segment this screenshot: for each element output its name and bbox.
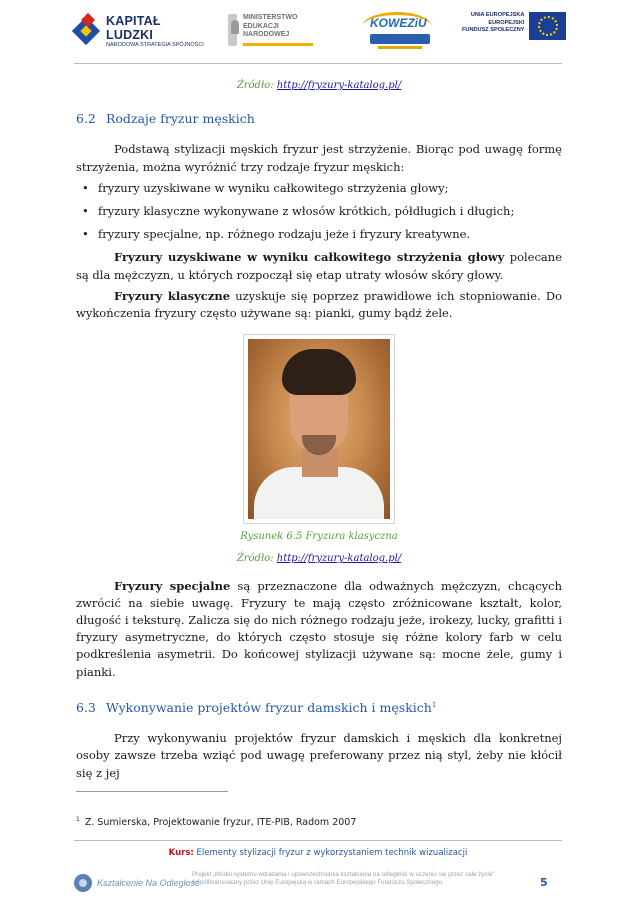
- footnote-number: 1: [76, 816, 80, 823]
- eu-logo: [462, 12, 566, 52]
- section-title: Rodzaje fryzur męskich: [106, 111, 255, 127]
- bold-term: Fryzury uzyskiwane w wyniku całkowitego strzyżenia głowy: [114, 250, 505, 265]
- kapital-ludzki-star-icon: [74, 15, 100, 47]
- source-prefix: Źródło:: [236, 553, 277, 565]
- section-number: 6.2: [76, 111, 96, 127]
- paragraph-special: [76, 578, 562, 681]
- men-logo: [228, 14, 313, 52]
- footer-logo-name: Kształcenie Na Odległość: [97, 878, 200, 888]
- ue-line-3: FUNDUSZ SPOŁECZNY: [462, 27, 525, 33]
- footnote-text: Z. Sumierska, Projektowanie fryzur, ITE-PIB, Radom 2007: [84, 817, 357, 829]
- source-link[interactable]: http://fryzury-katalog.pl/: [276, 80, 402, 91]
- paragraph-classic: [76, 288, 562, 322]
- course-line: [74, 848, 562, 858]
- footnote-divider: [76, 791, 228, 792]
- eu-flag-icon: [529, 12, 566, 40]
- page-content: [76, 72, 562, 786]
- source-line: [76, 77, 562, 94]
- section-heading-6-3: [76, 697, 562, 716]
- bold-term: Fryzury klasyczne: [114, 288, 231, 303]
- koweziu-logo: [356, 10, 444, 54]
- source-prefix: Źródło:: [236, 80, 277, 91]
- men-line-1: MINISTERSTWO: [243, 14, 298, 21]
- page-number: 5: [540, 876, 548, 889]
- men-line-2: EDUKACJI: [243, 22, 279, 30]
- footer-divider: [74, 840, 562, 841]
- portrait-photo: [248, 339, 390, 519]
- kapital-ludzki-logo: [74, 12, 204, 50]
- paragraph-text: polecane są dla mężczyzn, u których rozpoczął się etap utraty włosów skóry głowy.: [76, 250, 562, 282]
- bold-term: Fryzury specjalne: [114, 578, 231, 593]
- paragraph-full-cut: [76, 249, 562, 283]
- project-info: Projekt „Model systemu wdrażania i upowszechniania kształcenia na odległość w uczeniu się przez całe życie" współfinansowany przez Unię Europejską w ramach Europejskiego Funduszu Społecznego.: [192, 871, 495, 886]
- section-title: Wykonywanie projektów fryzur damskich i męskich: [106, 700, 432, 716]
- men-line-3: NARODOWEJ: [243, 31, 290, 38]
- koweziu-name: KOWEZiU: [370, 16, 427, 30]
- kl-title: KAPITAŁ LUDZKI: [106, 14, 161, 42]
- ue-line-1: UNIA EUROPEJSKA: [470, 12, 525, 18]
- paragraph-text: są przeznaczone dla odważnych mężczyzn, chcących zwrócić na siebie uwagę. Fryzury te mają często zróżnicowane kształt, kolor, długość i teksturę. Zalicza się do nich różnego rodzaju jeże, irokezy, lucky, grafitti i fryzury asymetryczne, do których często stosuje się różne kolory farb w celu podkreślenia asymetrii. Do końcowej stylizacji używane są: mocne żele, gumy i pianki.: [76, 578, 562, 679]
- list-item: • fryzury specjalne, np. różnego rodzaju jeże i fryzury kreatywne.: [76, 226, 562, 243]
- hairstyle-types-list: [76, 180, 562, 244]
- source-line: [76, 550, 562, 567]
- figure-frame: [243, 334, 395, 524]
- source-link[interactable]: http://fryzury-katalog.pl/: [276, 553, 402, 565]
- section-number: 6.3: [76, 700, 96, 716]
- course-title: Elementy stylizacji fryzur z wykorzystaniem technik wizualizacji: [193, 848, 468, 858]
- paragraph-projects: Przy wykonywaniu projektów fryzur damskich i męskich dla konkretnej osoby zawsze trzeba wziąć pod uwagę preferowany przez nią styl, żeby nie kłócił się z jej: [76, 731, 562, 780]
- list-item: • fryzury uzyskiwane w wyniku całkowitego strzyżenia głowy;: [76, 180, 562, 197]
- kno-logo-icon: [74, 874, 92, 892]
- course-label: Kurs:: [168, 848, 194, 858]
- page-header: [0, 0, 638, 62]
- intro-paragraph: Podstawą stylizacji męskich fryzur jest strzyżenie. Biorąc pod uwagę formę strzyżenia, można wyróżnić trzy rodzaje fryzur męskich:: [76, 142, 562, 174]
- kl-subtitle: NARODOWA STRATEGIA SPÓJNOŚCI: [106, 42, 204, 48]
- list-item: • fryzury klasyczne wykonywane z włosów krótkich, półdługich i długich;: [76, 203, 562, 220]
- eagle-icon: [228, 14, 237, 46]
- figure-caption: Rysunek 6.5 Fryzura klasyczna: [240, 531, 398, 543]
- footer-logo: [74, 874, 200, 892]
- header-divider: [74, 63, 562, 64]
- ue-line-2: EUROPEJSKI: [488, 19, 525, 26]
- section-heading-6-2: [76, 110, 562, 127]
- footnote-ref: 1: [431, 700, 437, 709]
- paragraph-text: uzyskuje się poprzez prawidłowe ich stopniowanie. Do wykończenia fryzury często używane są: pianki, gumy bądź żele.: [76, 288, 563, 321]
- footnote: [76, 816, 356, 828]
